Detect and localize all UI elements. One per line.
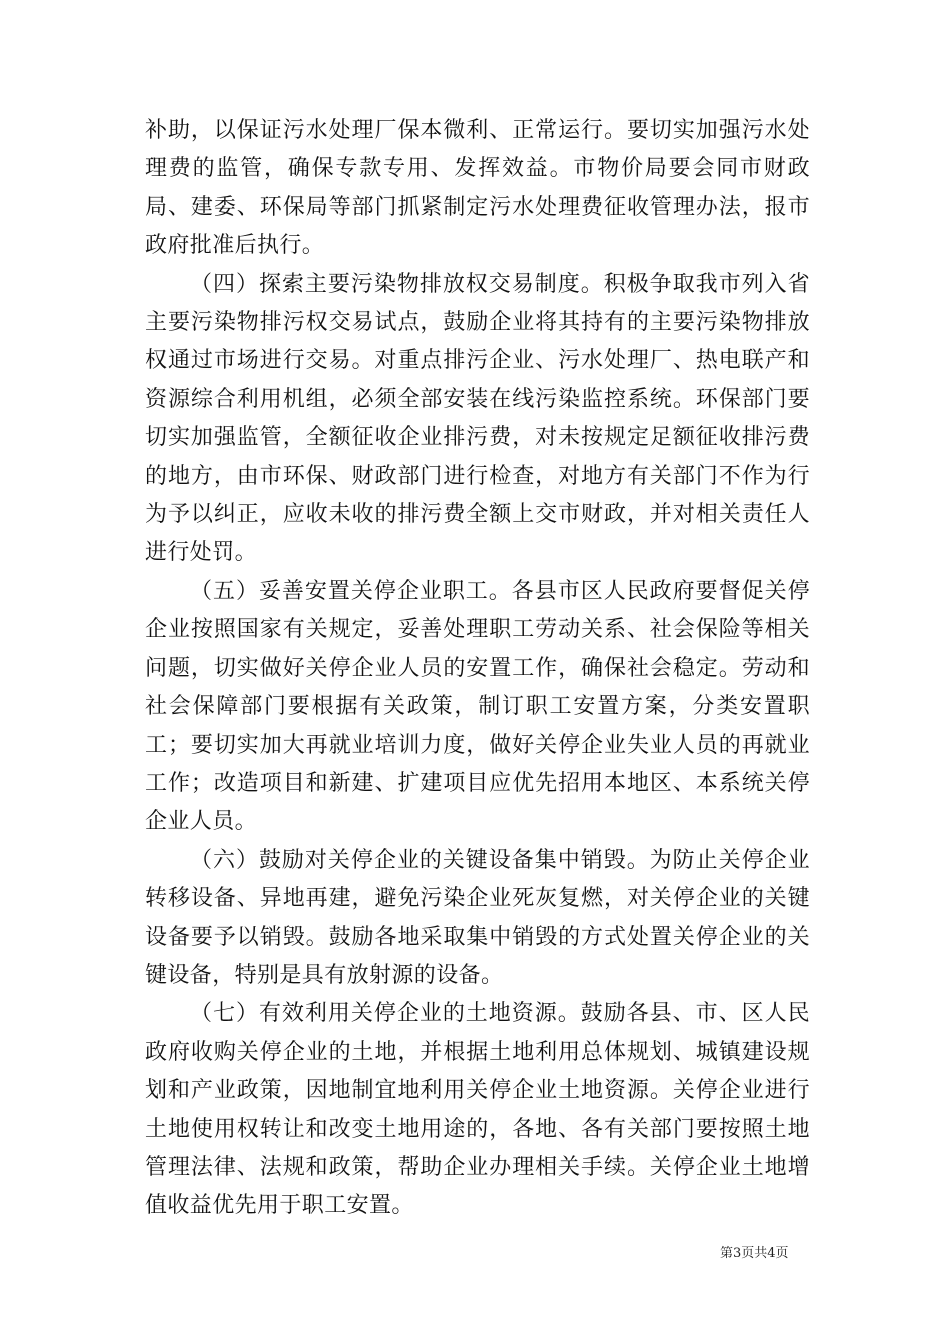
paragraph-section-5: （五）妥善安置关停企业职工。各县市区人民政府要督促关停企业按照国家有关规定，妥善处理职工劳动关系、社会保险等相关问题，切实做好关停企业人员的安置工作，确保社会稳定。劳动和社会保障部门要根据有关政策，制订职工安置方案，分类安置职工；要切实加大再就业培训力度，做好关停企业失业人员的再就业工作；改造项目和新建、扩建项目应优先招用本地区、本系统关停企业人员。 [145,578,810,835]
paragraph-section-7: （七）有效利用关停企业的土地资源。鼓励各县、市、区人民政府收购关停企业的土地，并根据土地利用总体规划、城镇建设规划和产业政策，因地制宜地利用关停企业土地资源。关停企业进行土地使用权转让和改变土地用途的，各地、各有关部门要按照土地管理法律、法规和政策，帮助企业办理相关手续。关停企业土地增值收益优先用于职工安置。 [145,1001,810,1219]
paragraph-section-6: （六）鼓励对关停企业的关键设备集中销毁。为防止关停企业转移设备、异地再建，避免污染企业死灰复燃，对关停企业的关键设备要予以销毁。鼓励各地采取集中销毁的方式处置关停企业的关键设备，特别是具有放射源的设备。 [145,847,810,988]
paragraph-continuation: 补助，以保证污水处理厂保本微利、正常运行。要切实加强污水处理费的监管，确保专款专用、发挥效益。市物价局要会同市财政局、建委、环保局等部门抓紧制定污水处理费征收管理办法，报市政府批准后执行。 [145,118,810,259]
paragraph-section-4: （四）探索主要污染物排放权交易制度。积极争取我市列入省主要污染物排污权交易试点，鼓励企业将其持有的主要污染物排放权通过市场进行交易。对重点排污企业、污水处理厂、热电联产和资源综合利用机组，必须全部安装在线污染监控系统。环保部门要切实加强监管，全额征收企业排污费，对未按规定足额征收排污费的地方，由市环保、财政部门进行检查，对地方有关部门不作为行为予以纠正，应收未收的排污费全额上交市财政，并对相关责任人进行处罚。 [145,271,810,566]
page-number: 第3页共4页 [720,1246,789,1261]
document-body [145,112,810,1226]
